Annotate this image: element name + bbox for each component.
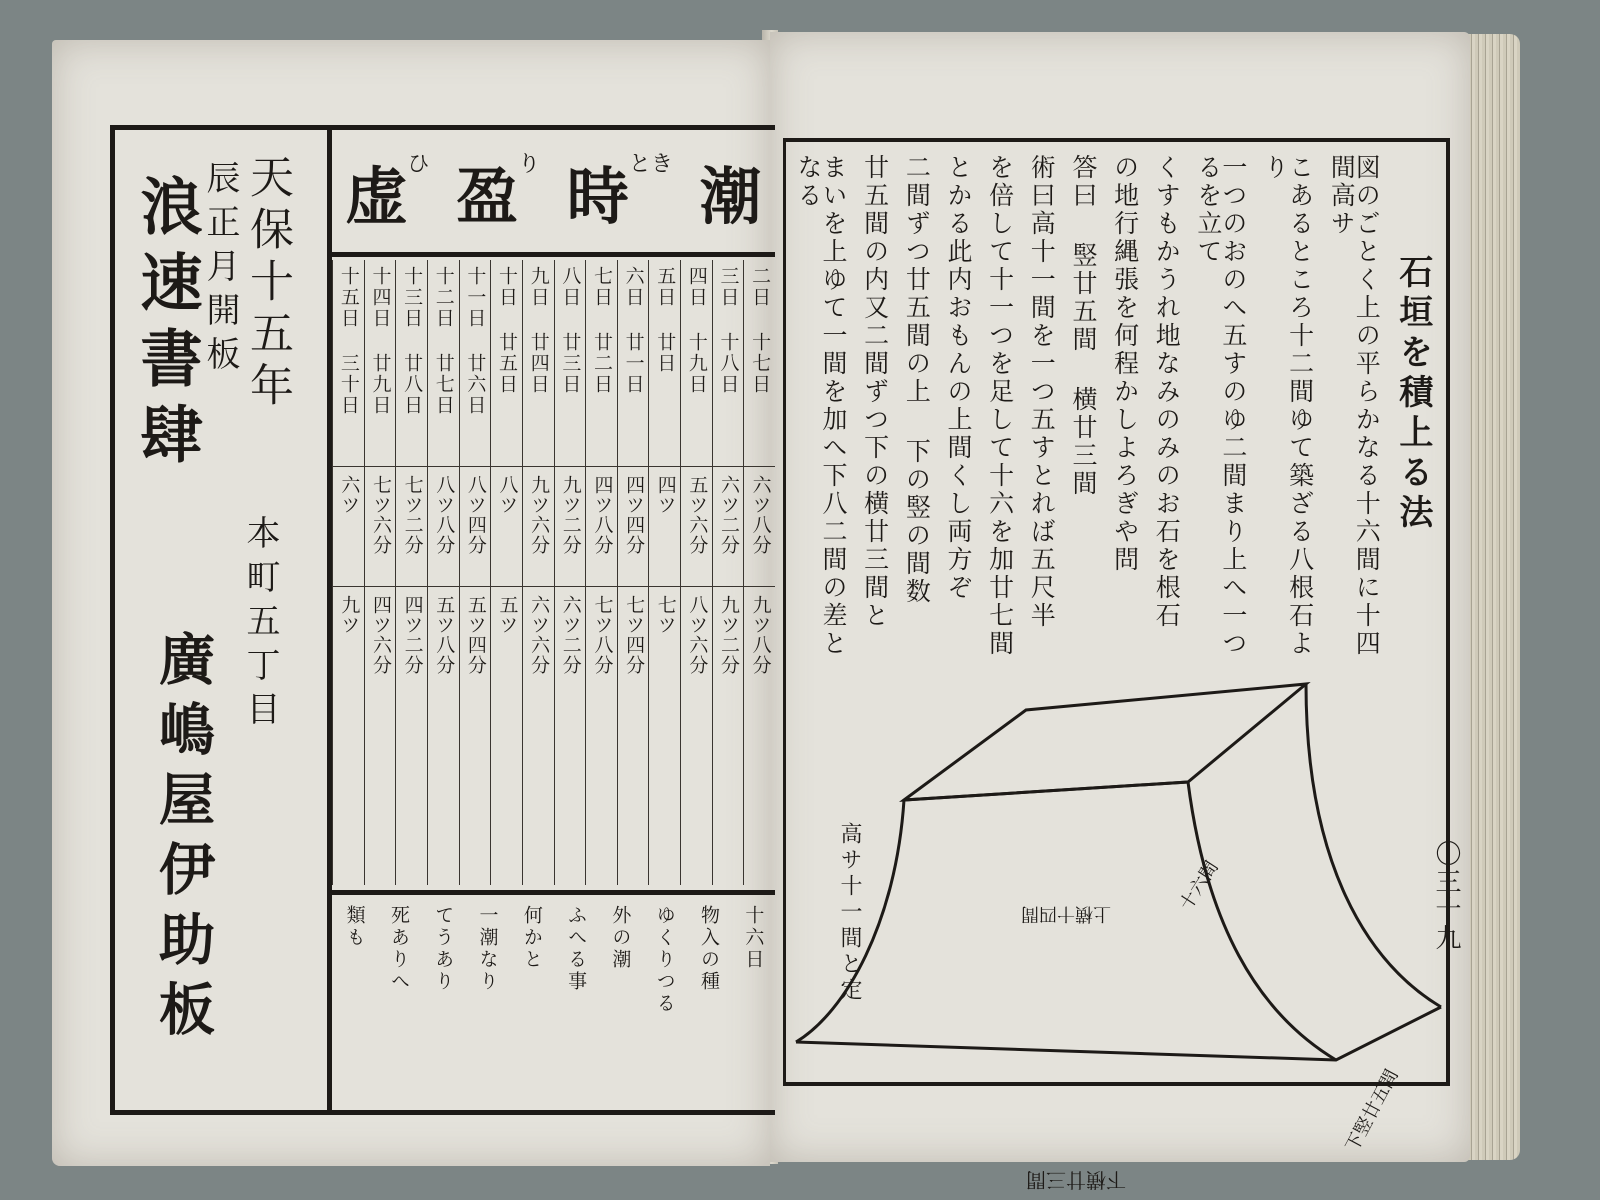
tide-time-first-cell (460, 466, 491, 586)
tide-column (585, 260, 617, 885)
tide-dates: 三日 十八日 (717, 266, 740, 395)
tide-time-first: 四ツ四分 (623, 475, 646, 555)
title-char: 虚$^ひ$ (345, 151, 430, 233)
tide-time-second-cell (523, 586, 554, 736)
tide-time-first: 九ツ六分 (528, 475, 551, 555)
tide-time-first-cell (649, 466, 680, 586)
tide-time-second-cell (365, 586, 396, 736)
tide-time-second-cell (744, 586, 775, 736)
title-char: 潮 (699, 159, 762, 233)
tide-column (459, 260, 491, 885)
tide-dates: 八日 廿三日 (559, 266, 582, 395)
tide-time-second: 五ツ四分 (464, 595, 487, 675)
height-label: 高サ十一間と定 (837, 822, 862, 1004)
right-page-frame (783, 138, 1450, 1192)
tide-column (712, 260, 744, 885)
tide-table (332, 130, 775, 1110)
tide-dates: 十三日 廿八日 (401, 266, 424, 416)
tide-time-second: 八ツ六分 (686, 595, 709, 675)
tide-time-first-cell (555, 466, 586, 586)
text-column: 術曰高十一間を一つ五すとれば五尺半 (1027, 154, 1057, 630)
tide-time-first: 四ツ (654, 475, 677, 515)
tide-time-first-cell (586, 466, 617, 586)
right-slope-edge (1306, 684, 1441, 1007)
table-note: ふへる事 (565, 905, 588, 993)
tide-time-second-cell (555, 586, 586, 736)
text-column: とかる此内おもんの上間くし両方ぞ (943, 154, 973, 602)
tide-time-first: 八ツ (496, 475, 519, 515)
tide-column (332, 260, 364, 885)
text-column: こあるところ十二間ゆて築ざる八根石より (1260, 154, 1315, 658)
tide-time-second-cell (713, 586, 744, 736)
title-char: 時$^{とき}$ (566, 151, 673, 233)
tide-time-first-cell (396, 466, 427, 586)
tide-dates: 四日 十九日 (685, 266, 708, 395)
tide-time-second-cell (428, 586, 459, 736)
text-column: 図のごとく上の平らかなる十六間に十四間高サ (1327, 154, 1382, 658)
tide-dates: 十四日 廿九日 (369, 266, 392, 416)
tide-time-second: 六ツ二分 (559, 595, 582, 675)
tide-time-second: 六ツ六分 (528, 595, 551, 675)
tide-dates: 十日 廿五日 (496, 266, 519, 395)
diagram-drawing (786, 662, 1446, 1082)
tide-time-second-cell (586, 586, 617, 736)
tide-time-second-cell (649, 586, 680, 736)
left-page-frame (110, 125, 775, 1115)
tide-time-second: 九ツ (338, 595, 361, 635)
tide-column (364, 260, 396, 885)
tide-column (395, 260, 427, 885)
tide-dates: 十二日 廿七日 (432, 266, 455, 416)
tide-time-first: 九ツ二分 (559, 475, 582, 555)
tide-time-second: 九ツ二分 (718, 595, 740, 675)
base-side-label: 下竪廿五間 (1341, 1066, 1403, 1156)
tide-time-second: 四ツ六分 (369, 595, 392, 675)
tide-time-second: 七ツ (654, 595, 677, 635)
tide-time-first-cell (744, 466, 775, 586)
tide-time-second-cell (333, 586, 364, 736)
tide-time-second-cell (618, 586, 649, 736)
tide-time-first: 七ツ六分 (369, 475, 392, 555)
tide-time-second: 五ツ八分 (433, 595, 456, 675)
tide-time-second: 四ツ二分 (401, 595, 424, 675)
tide-column (427, 260, 459, 885)
table-note: 類も (343, 905, 366, 949)
top-face (904, 684, 1306, 800)
tide-time-first-cell (681, 466, 712, 586)
base-edge (796, 1007, 1441, 1060)
table-note: てうあり (432, 905, 455, 993)
table-title (332, 130, 775, 257)
tide-dates: 二日 十七日 (749, 266, 772, 395)
tide-time-second-cell (491, 586, 522, 736)
front-slope-edge (1188, 782, 1336, 1060)
text-column: 二間ずつ廿五間の上 下の竪の間数 (902, 154, 932, 606)
publisher-name: 廣嶋屋伊助板 (150, 630, 216, 1050)
tide-time-first-cell (333, 466, 364, 586)
table-note: 一潮なり (476, 905, 499, 993)
tide-dates: 七日 廿二日 (590, 266, 613, 395)
table-note: 物入の種 (698, 905, 721, 993)
tide-column (522, 260, 554, 885)
top-front-label: 上横十四間 (1021, 903, 1111, 924)
table-note: 何かと (520, 905, 543, 971)
tide-time-second-cell (681, 586, 712, 736)
tide-time-second: 五ツ (496, 595, 519, 635)
table-note: ゆくりつる (653, 905, 676, 1015)
tide-time-first: 四ツ八分 (591, 475, 614, 555)
text-column: まいを上ゆて一間を加へ下八二間の差となる (794, 154, 848, 658)
tide-time-first-cell (491, 466, 522, 586)
tide-time-second-cell (396, 586, 427, 736)
text-column: の地行縄張を何程かしよろぎや問 (1110, 154, 1140, 574)
tide-time-first: 六ツ (338, 475, 361, 515)
tide-column (648, 260, 680, 885)
tide-time-second-cell (460, 586, 491, 736)
tide-time-first-cell (713, 466, 744, 586)
page-edges (1468, 34, 1520, 1160)
base-front-label: 下横廿三間 (1026, 1168, 1126, 1192)
top-side-label: 十六間 (1175, 857, 1223, 915)
tide-dates: 十五日 三十日 (337, 266, 360, 416)
tide-time-first: 七ツ二分 (401, 475, 424, 555)
table-grid (332, 260, 775, 885)
section-heading: 石垣を積上る法 (1392, 254, 1433, 534)
tide-column (743, 260, 775, 885)
tide-dates: 十一日 廿六日 (464, 266, 487, 416)
tide-time-second: 七ツ四分 (623, 595, 646, 675)
table-note: 外の潮 (609, 905, 632, 971)
tide-dates: 九日 廿四日 (527, 266, 550, 395)
text-column: 廿五間の内又二間ずつ下の横廿三間と (860, 154, 890, 630)
tide-time-first: 八ツ八分 (433, 475, 456, 555)
page-number: 〇三十九 (1431, 840, 1461, 952)
title-char: 盈$^り$ (456, 151, 541, 233)
publisher-city: 浪速書肆 (130, 174, 203, 478)
text-column: 答曰 竪廿五間 横廿三間 (1068, 154, 1098, 498)
tide-time-first: 六ツ二分 (718, 475, 740, 555)
text-column: 一つのおのへ五すのゆ二間まり上へ一つるを立て (1193, 154, 1248, 658)
tide-time-first: 八ツ四分 (464, 475, 487, 555)
tide-column (680, 260, 712, 885)
text-block (786, 142, 1446, 682)
tide-time-first: 五ツ六分 (686, 475, 709, 555)
tide-time-second: 七ツ八分 (591, 595, 614, 675)
tide-column (554, 260, 586, 885)
tide-column (490, 260, 522, 885)
table-notes (332, 890, 775, 1105)
table-note: 十六日 (742, 905, 765, 971)
era-line: 天保十五年 (242, 154, 293, 414)
stone-wall-diagram (786, 662, 1446, 1192)
text-column: くすもかうれ地なみのみのお石を根石 (1152, 154, 1182, 630)
tide-time-first-cell (523, 466, 554, 586)
tide-dates: 五日 廿日 (654, 266, 677, 374)
tide-time-first-cell (618, 466, 649, 586)
tide-time-first-cell (365, 466, 396, 586)
tide-time-second: 九ツ八分 (749, 595, 772, 675)
publisher-address: 本町五丁目 (240, 515, 280, 735)
tide-column (617, 260, 649, 885)
publication-date: 辰正月開板 (200, 160, 240, 380)
tide-time-first-cell (428, 466, 459, 586)
colophon (115, 130, 332, 1110)
text-column: を倍して十一つを足して十六を加廿七間 (985, 154, 1015, 658)
tide-dates: 六日 廿一日 (622, 266, 645, 395)
tide-time-first: 六ツ八分 (749, 475, 772, 555)
table-note: 死ありへ (387, 905, 410, 993)
